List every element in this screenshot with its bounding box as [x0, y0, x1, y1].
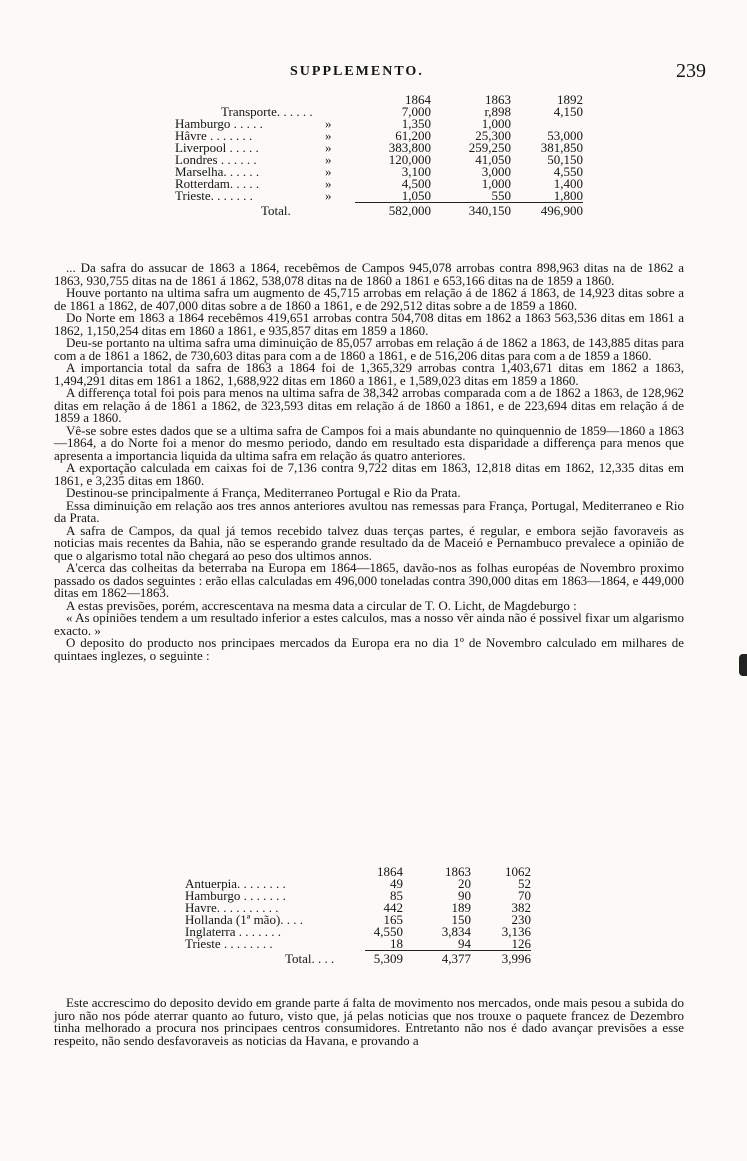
ditto-mark: » — [325, 188, 332, 203]
paragraph: A exportação calculada em caixas foi de 7,136 contra 9,722 ditas em 1863, 12,818 ditas em 1862, 12,335 ditas em 1861, e 3,235 ditas em 1860. — [54, 460, 684, 488]
cell-value: 3,000 — [481, 164, 511, 179]
cell-value: r,898 — [484, 104, 511, 119]
paragraph: A importancia total da safra de 1863 a 1864 foi de 1,365,329 arrobas contra 1,403,671 ditas em 1862 a 1863, 1,494,291 ditas em 1861 a 1862, 1,688,922 ditas em 1860 a 1861, e 1,589,023 ditas em 1859 a 1860. — [54, 360, 684, 388]
table-row — [175, 190, 583, 203]
year-heading: 1864 — [377, 864, 403, 879]
cell-value: 1,000 — [481, 116, 511, 131]
paragraph: A differença total foi pois para menos na ultima safra de 38,342 arrobas comparada com a de 1862 a 1863, de 128,962 ditas em relação á de 1861 a 1862, de 323,593 ditas em relação á de 1860 a 1861, e de 223,694 ditas em relação á de 1859 a 1860. — [54, 385, 684, 425]
cell-value: 25,300 — [475, 128, 511, 143]
cell-value: 259,250 — [468, 140, 511, 155]
paragraph: Houve portanto na ultima safra um augmento de 45,715 arrobas em relação á de 1862 á 1863, de 14,923 ditas sobre a de 1861 a 1862, de 407,000 ditas sobre a de 1860 a 1861, e de 292,512 ditas sobre a de 1859 a 1860. — [54, 285, 684, 313]
cell-value: 49 — [390, 876, 403, 891]
quotation: « As opiniões tendem a um resultado inferior a estes calculos, mas a nosso vêr ainda não é possivel fixar um algarismo exacto. » — [54, 610, 684, 638]
cell-value: 3,136 — [501, 924, 531, 939]
table-total-row — [175, 203, 583, 218]
sugar-receipts-table — [175, 94, 583, 217]
paragraph: Essa diminuição em relação aos tres annos anteriores avultou nas remessas para França, Portugal, Mediterraneo e Rio da Prata. — [54, 497, 684, 525]
year-heading: 1062 — [505, 864, 531, 879]
cell-value: 4,500 — [401, 176, 431, 191]
paragraph: ... Da safra do assucar de 1863 a 1864, recebêmos de Campos 945,078 arrobas contra 898,963 ditas na de 1862 a 1863, 930,755 ditas na de 1861 á 1862, 538,078 ditas na de 1860 a 1861 e 653,166 ditas na de 1859 a 1860. — [54, 260, 684, 288]
total-value: 582,000 — [355, 203, 431, 218]
cell-value: 150 — [451, 912, 471, 927]
total-value: 340,150 — [431, 203, 511, 218]
paragraph: A safra de Campos, da qual já temos recebido talvez duas terças partes, é regular, e embora sejão favoraveis as noticias mais recentes da Bahia, não se esperando grande resultado da de Maceió e Pernambuco prevalece a opinião de que o algarismo total não chegará ao peso dos ultimos annos. — [54, 522, 684, 563]
row-label: Inglaterra . . . . . . . — [185, 924, 282, 939]
cell-value: 20 — [458, 876, 471, 891]
cell-value: 3,100 — [401, 164, 431, 179]
total-label: Total. — [261, 202, 291, 218]
page-header — [0, 60, 747, 86]
row-label: Antuerpia. . . . . . . . — [185, 876, 286, 891]
total-value: 4,377 — [403, 951, 471, 966]
cell-value: 382 — [511, 900, 531, 915]
row-label: Hamburgo . . . . . . . — [185, 888, 286, 903]
cell-value: 53,000 — [547, 128, 583, 143]
row-label: Marselha. . . . . . — [175, 164, 260, 179]
row-label: Liverpool . . . . . — [175, 140, 259, 155]
cell-value: 61,200 — [395, 128, 431, 143]
total-value: 3,996 — [471, 951, 531, 966]
paragraph: A'cerca das colheitas da beterraba na Europa em 1864—1865, davão-nos as folhas européas de Novembro proximo passado os dados seguintes : erão ellas calculadas em 496,000 toneladas contra 390,000 ditas em 1863—1864, e 449,000 ditas em 1862—1863. — [54, 560, 684, 600]
ditto-mark: » — [325, 116, 332, 131]
row-label: Hollanda (1ª mão). . . . — [185, 912, 304, 927]
total-label: Total. . . . — [285, 950, 335, 966]
ditto-mark: » — [325, 152, 332, 167]
row-label: Transporte. . . . . . — [221, 104, 313, 119]
cell-value: 41,050 — [475, 152, 511, 167]
ditto-mark: » — [325, 164, 332, 179]
cell-value: 383,800 — [388, 140, 431, 155]
cell-value: 3,834 — [441, 924, 471, 939]
cell-value: 7,000 — [401, 104, 431, 119]
row-label: Trieste. . . . . . . — [175, 188, 253, 203]
cell-value: 1,400 — [553, 176, 583, 191]
cell-value: 1,000 — [481, 176, 511, 191]
cell-value: 4,150 — [553, 104, 583, 119]
cell-value: 4,550 — [553, 164, 583, 179]
cell-value: 189 — [451, 900, 471, 915]
cell-value: 52 — [518, 876, 531, 891]
table-total-row — [185, 951, 531, 966]
table-row — [185, 938, 531, 951]
ditto-mark: » — [325, 140, 332, 155]
year-heading: 1892 — [557, 92, 583, 107]
cell-value: 230 — [511, 912, 531, 927]
body-text — [54, 262, 684, 662]
cell-value: 1,800 — [553, 188, 583, 203]
year-heading: 1864 — [405, 92, 431, 107]
paragraph: Do Norte em 1863 a 1864 recebêmos 419,651 arrobas contra 504,708 ditas em 1862 a 1863 563,536 ditas em 1861 a 1862, 1,150,254 ditas em 1860 a 1861, e 935,857 ditas em 1859 a 1860. — [54, 310, 684, 338]
paragraph: Este accrescimo do deposito devido em grande parte á falta de movimento nos mercados, onde mais pesou a subida do juro não nos póde aterrar quanto ao futuro, visto que, já pelas noticias que nos trouxe o paquete francez de Dezembro tinha melhorado a procura nos principaes centros consumidores. Entretanto não nos é dado avançar previsões a esse respeito, não sendo desfavoraveis as noticias da Havana, e provando a — [54, 995, 684, 1048]
year-heading: 1863 — [445, 864, 471, 879]
running-title: SUPPLEMENTO. — [290, 64, 424, 79]
cell-value: 1,350 — [401, 116, 431, 131]
cell-value: 50,150 — [547, 152, 583, 167]
row-label: Hâvre . . . . . . . — [175, 128, 253, 143]
total-value: 5,309 — [365, 951, 403, 966]
cell-value: 126 — [511, 936, 531, 951]
row-label: Trieste . . . . . . . . — [185, 936, 273, 951]
paragraph: Deu-se portanto na ultima safra uma diminuição de 85,057 arrobas em relação á de 1862 a 1863, de 143,885 ditas para com a de 1861 a 1862, de 730,603 ditas para com a de 1860 a 1861, e de 516,206 ditas para com a de 1859 a 1860. — [54, 335, 684, 363]
cell-value: 381,850 — [540, 140, 583, 155]
paragraph: O deposito do producto nos principaes mercados da Europa era no dia 1º de Novembro calculado em milhares de quintaes inglezes, o seguinte : — [54, 635, 684, 663]
cell-value: 4,550 — [373, 924, 403, 939]
cell-value: 94 — [458, 936, 471, 951]
paragraph: Vê-se sobre estes dados que se a ultima safra de Campos foi a mais abundante no quinquennio de 1859—1860 a 1863—1864, a do Norte foi a menor do mesmo periodo, dando em resultado esta disparidade a differença para menos que apresenta a importancia liquida da ultima safra em relação ás quatro anteriores. — [54, 422, 684, 463]
cell-value: 1,050 — [401, 188, 431, 203]
cell-value: 165 — [383, 912, 403, 927]
page-number: 239 — [676, 60, 706, 82]
cell-value: 70 — [518, 888, 531, 903]
row-label: Londres . . . . . . — [175, 152, 257, 167]
paragraph: A estas previsões, porém, accrescentava na mesma data a circular de T. O. Licht, de Magdeburgo : — [66, 597, 577, 613]
cell-value: 90 — [458, 888, 471, 903]
cell-value: 120,000 — [388, 152, 431, 167]
total-value: 496,900 — [511, 203, 583, 218]
row-label: Rotterdam. . . . . — [175, 176, 260, 191]
cell-value: 18 — [390, 936, 403, 951]
cell-value: 550 — [491, 188, 511, 203]
row-label: Hamburgo . . . . . — [175, 116, 263, 131]
year-heading: 1863 — [485, 92, 511, 107]
cell-value: 85 — [390, 888, 403, 903]
body-text-continued — [54, 997, 684, 1047]
row-label: Havre. . . . . . . . . . — [185, 900, 279, 915]
ditto-mark: » — [325, 128, 332, 143]
ditto-mark: » — [325, 176, 332, 191]
paragraph: Destinou-se principalmente á França, Mediterraneo Portugal e Rio da Prata. — [66, 485, 461, 500]
sugar-stock-table — [185, 866, 531, 965]
cell-value: 442 — [383, 900, 403, 915]
binding-thumb-mark — [739, 654, 747, 676]
